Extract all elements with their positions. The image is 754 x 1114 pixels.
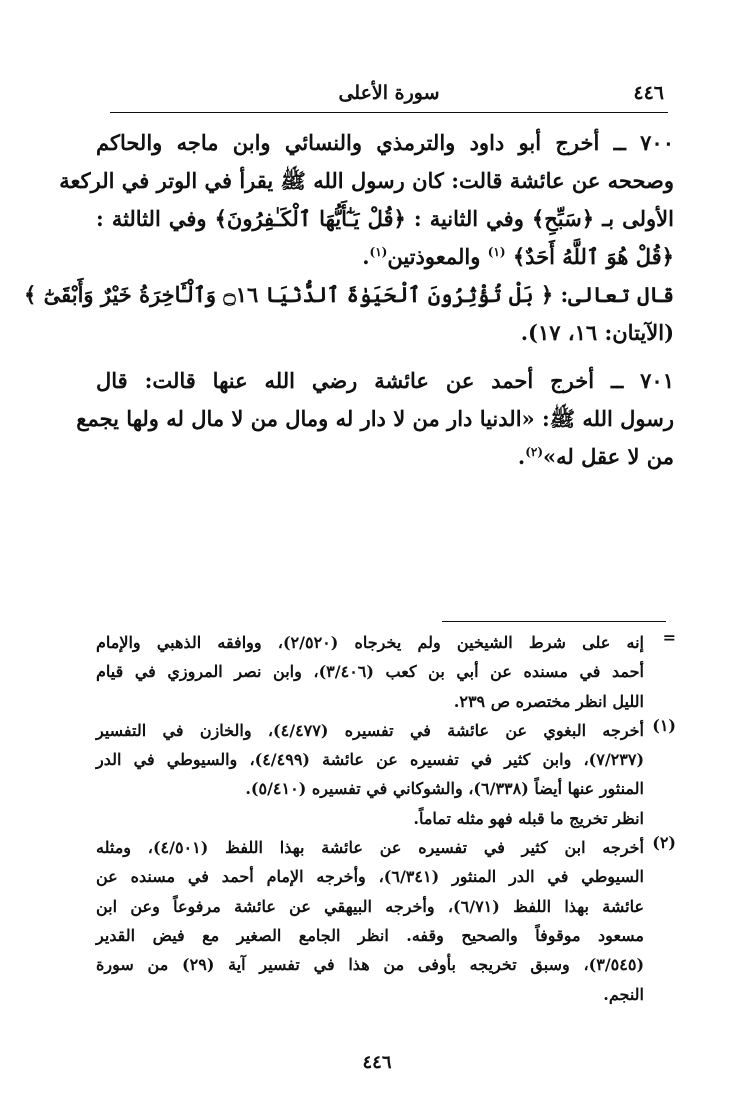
hadith-700-line-1: ٧٠٠ ــ أخرج أبو داود والترمذي والنسائي وابن ماجه والحاكم <box>96 130 674 155</box>
hadith-700-line-4 <box>96 238 674 276</box>
footnote-line: مسعود موقوفاً والصحيح وقفه. انظر الجامع الصغير مع فيض القدير <box>96 925 645 945</box>
footnote-ref-1: (١) <box>487 245 506 259</box>
footnote-1 <box>96 716 676 833</box>
footnote-marker-continuation: = <box>662 628 676 647</box>
sentence-period: . <box>362 244 370 269</box>
footnote-line: الليل انظر مختصره ص ٢٣٩. <box>453 691 644 711</box>
footnote-marker-1: (١) <box>652 715 676 735</box>
footnote-line: المنثور عنها أيضاً (٦/٣٣٨)، والشوكاني في تفسيره (٥/٤١٠). <box>245 779 644 799</box>
sentence-period: . <box>517 444 526 469</box>
footer-page-number: ٤٤٦ <box>362 1052 392 1073</box>
text-muawwidhatayn: والمعوذتين <box>387 244 481 269</box>
footnote-marker-2: (٢) <box>652 833 676 853</box>
paragraph-gap <box>96 352 674 362</box>
footnote-line: إنه على شرط الشيخين ولم يخرجاه (٢/٥٢٠)، ووافقه الذهبي والإمام <box>96 633 644 652</box>
surah-title: سورة الأعلى <box>338 82 440 104</box>
running-header <box>110 78 668 113</box>
footnote-separator <box>442 621 666 622</box>
main-text <box>23 124 674 476</box>
footnote-line: النجم. <box>603 984 644 1004</box>
hadith-701-line-1: ٧٠١ ــ أخرج أحمد عن عائشة رضي الله عنها قالت: قال <box>96 368 674 393</box>
footnote-continuation <box>96 628 676 716</box>
footnote-line: أخرجه البغوي عن عائشة في تفسيره (٤/٤٧٧)، والخازن في التفسير <box>96 720 645 740</box>
footnote-line: (٣/٥٤٥)، وسبق تخريجه بأوفى من هذا في تفسير آية (٢٩) من سورة <box>96 955 645 975</box>
hadith-701-line-2: رسول الله ﷺ: «الدنيا دار من لا دار له ومال من لا مال له ولها يجمع <box>76 406 674 431</box>
footnote-line: انظر تخريج ما قبله فهو مثله تماماً. <box>413 808 644 828</box>
verse-line: قال تعالى: ﴿ بَلْ تُؤْثِرُونَ ٱلْحَيَوٰةَ ٱلدُّنْيَا ۝١٦ وَٱلْـَٔاخِرَةُ خَيْرٌ وَأَبْقَىٰٓ ﴾ <box>23 282 674 307</box>
footnote-2 <box>96 833 676 1009</box>
footnote-line: (٧/٢٣٧)، وابن كثير في تفسيره عن عائشة (٤/٤٩٩)، والسيوطي في الدر <box>96 750 645 770</box>
hadith-700-line-2: وصححه عن عائشة قالت: كان رسول الله ﷺ يقرأ في الوتر في الركعة <box>59 168 674 193</box>
header-page-number: ٤٤٦ <box>633 82 664 104</box>
footnote-line: أحمد في مسنده عن أبي بن كعب (٣/٤٠٦)، وابن نصر المروزي في قيام <box>96 662 645 682</box>
hadith-701-text-end: من لا عقل له» <box>543 444 674 469</box>
footnote-line: عائشة بهذا اللفظ (٦/٧١)، وأخرجه البيهقي عن عائشة مرفوعاً وعن ابن <box>96 896 645 916</box>
footnote-ref-1-second: (١) <box>369 245 388 259</box>
hadith-701-line-3 <box>96 438 674 476</box>
hadith-700-line-3: الأولى بـ ﴿سَبِّحِ﴾ وفي الثانية : ﴿قُلْ يَـٰٓأَيُّهَا ٱلْكَـٰفِرُونَ﴾ وفي الثالثة : <box>96 206 674 231</box>
footnotes <box>96 628 676 1009</box>
quran-quote-ikhlas: ﴿قُلْ هُوَ ٱللَّهُ أَحَدٌ﴾ <box>512 244 674 269</box>
verse-reference: (الآيتان: ١٦، ١٧). <box>520 320 674 345</box>
footnote-ref-2: (٢) <box>525 445 544 459</box>
footnote-line: السيوطي في الدر المنثور (٦/٣٤١)، وأخرجه الإمام أحمد في مسنده عن <box>96 867 644 887</box>
footnote-line: أخرجه ابن كثير في تفسيره عن عائشة بهذا اللفظ (٤/٥٠١)، ومثله <box>96 838 644 858</box>
